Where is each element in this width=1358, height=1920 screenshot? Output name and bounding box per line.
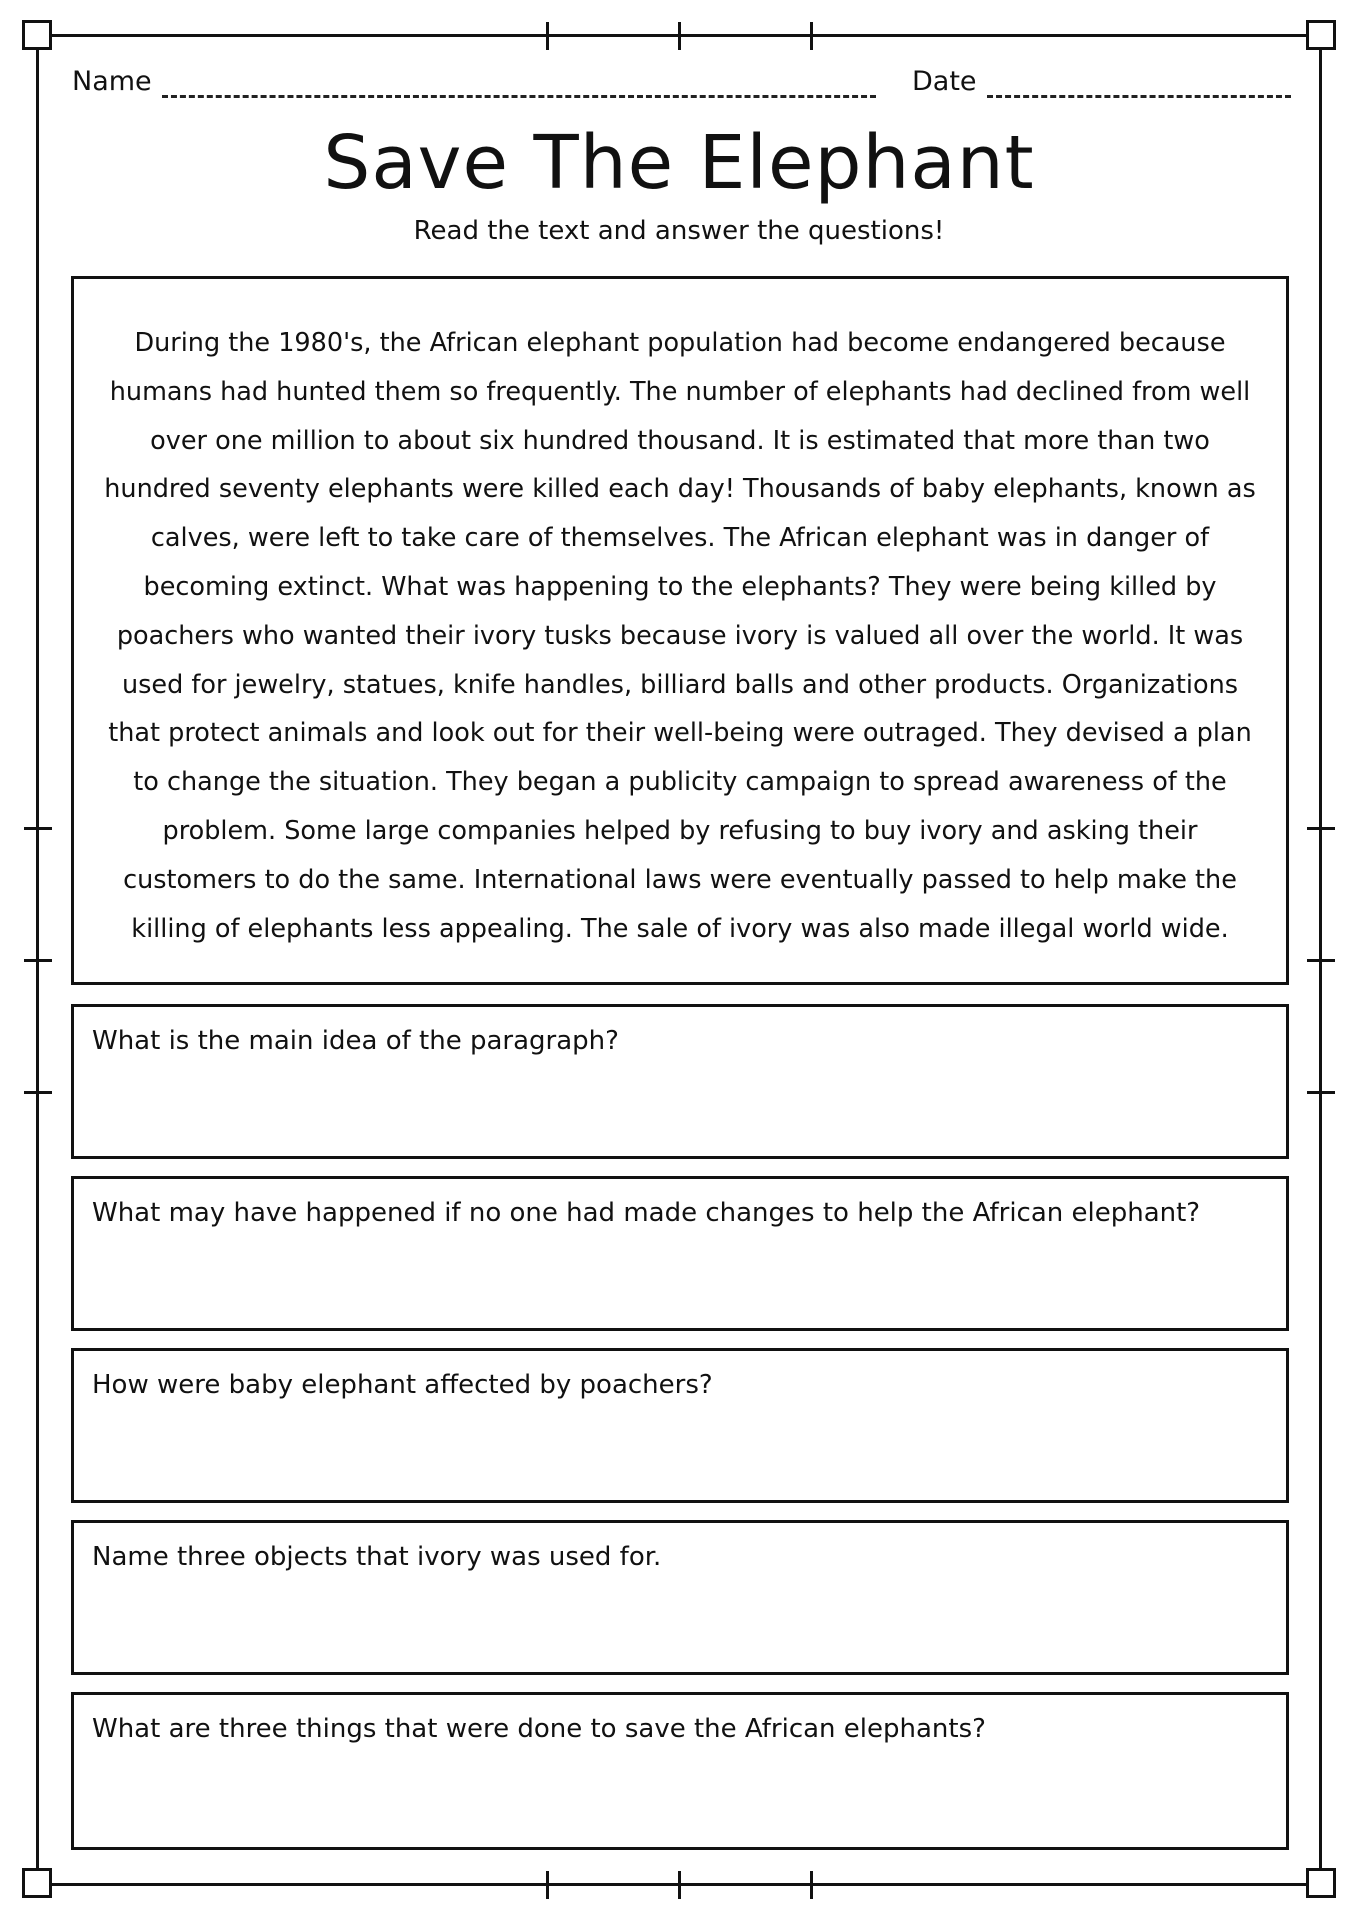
question-text: What is the main idea of the paragraph? bbox=[92, 1026, 619, 1056]
question-text: What are three things that were done to save the African elephants? bbox=[92, 1714, 986, 1744]
frame-tick bbox=[1307, 959, 1335, 962]
frame-tick bbox=[546, 22, 549, 50]
date-field[interactable] bbox=[912, 66, 1291, 98]
question-box-3[interactable] bbox=[71, 1348, 1289, 1503]
frame-tick bbox=[1307, 1091, 1335, 1094]
frame-tick bbox=[1307, 827, 1335, 830]
frame-corner-top-right bbox=[1306, 20, 1336, 50]
date-blank-line[interactable] bbox=[987, 69, 1291, 98]
page-subtitle: Read the text and answer the questions! bbox=[413, 216, 945, 246]
frame-tick bbox=[24, 827, 52, 830]
page-title: Save The Elephant bbox=[323, 120, 1035, 206]
frame-tick bbox=[24, 1091, 52, 1094]
frame-corner-top-left bbox=[22, 20, 52, 50]
frame-tick bbox=[810, 1871, 813, 1899]
name-field[interactable] bbox=[72, 66, 876, 98]
frame-tick bbox=[678, 1871, 681, 1899]
frame-tick bbox=[678, 22, 681, 50]
reading-passage-box bbox=[71, 276, 1289, 985]
frame-tick bbox=[546, 1871, 549, 1899]
frame-corner-bottom-right bbox=[1306, 1868, 1336, 1898]
question-text: How were baby elephant affected by poachers? bbox=[92, 1370, 713, 1400]
question-box-1[interactable] bbox=[71, 1004, 1289, 1159]
reading-passage-text: During the 1980's, the African elephant population had become endangered because humans had hunted them so frequently. The number of elephants had declined from well over one million to about six hundred thousand. It is estimated that more than two hundred seventy elephants were killed each day! Thousands of baby elephants, known as calves, were left to take care of themselves. The African elephant was in danger of becoming extinct. What was happening to the elephants? They were being killed by poachers who wanted their ivory tusks because ivory is valued all over the world. It was used for jewelry, statues, knife handles, billiard balls and other products. Organizations that protect animals and look out for their well-being were outraged. They devised a plan to change the situation. They began a publicity campaign to spread awareness of the problem. Some large companies helped by refusing to buy ivory and asking their customers to do the same. International laws were eventually passed to help make the killing of elephants less appealing. The sale of ivory was also made illegal world wide. bbox=[104, 328, 1256, 944]
question-box-4[interactable] bbox=[71, 1520, 1289, 1675]
name-label: Name bbox=[72, 66, 152, 97]
date-label: Date bbox=[912, 66, 977, 97]
name-blank-line[interactable] bbox=[162, 69, 876, 98]
frame-tick bbox=[810, 22, 813, 50]
question-box-2[interactable] bbox=[71, 1176, 1289, 1331]
frame-corner-bottom-left bbox=[22, 1868, 52, 1898]
frame-tick bbox=[24, 959, 52, 962]
question-text: Name three objects that ivory was used for. bbox=[92, 1542, 662, 1572]
question-text: What may have happened if no one had made changes to help the African elephant? bbox=[92, 1198, 1201, 1228]
question-box-5[interactable] bbox=[71, 1692, 1289, 1850]
